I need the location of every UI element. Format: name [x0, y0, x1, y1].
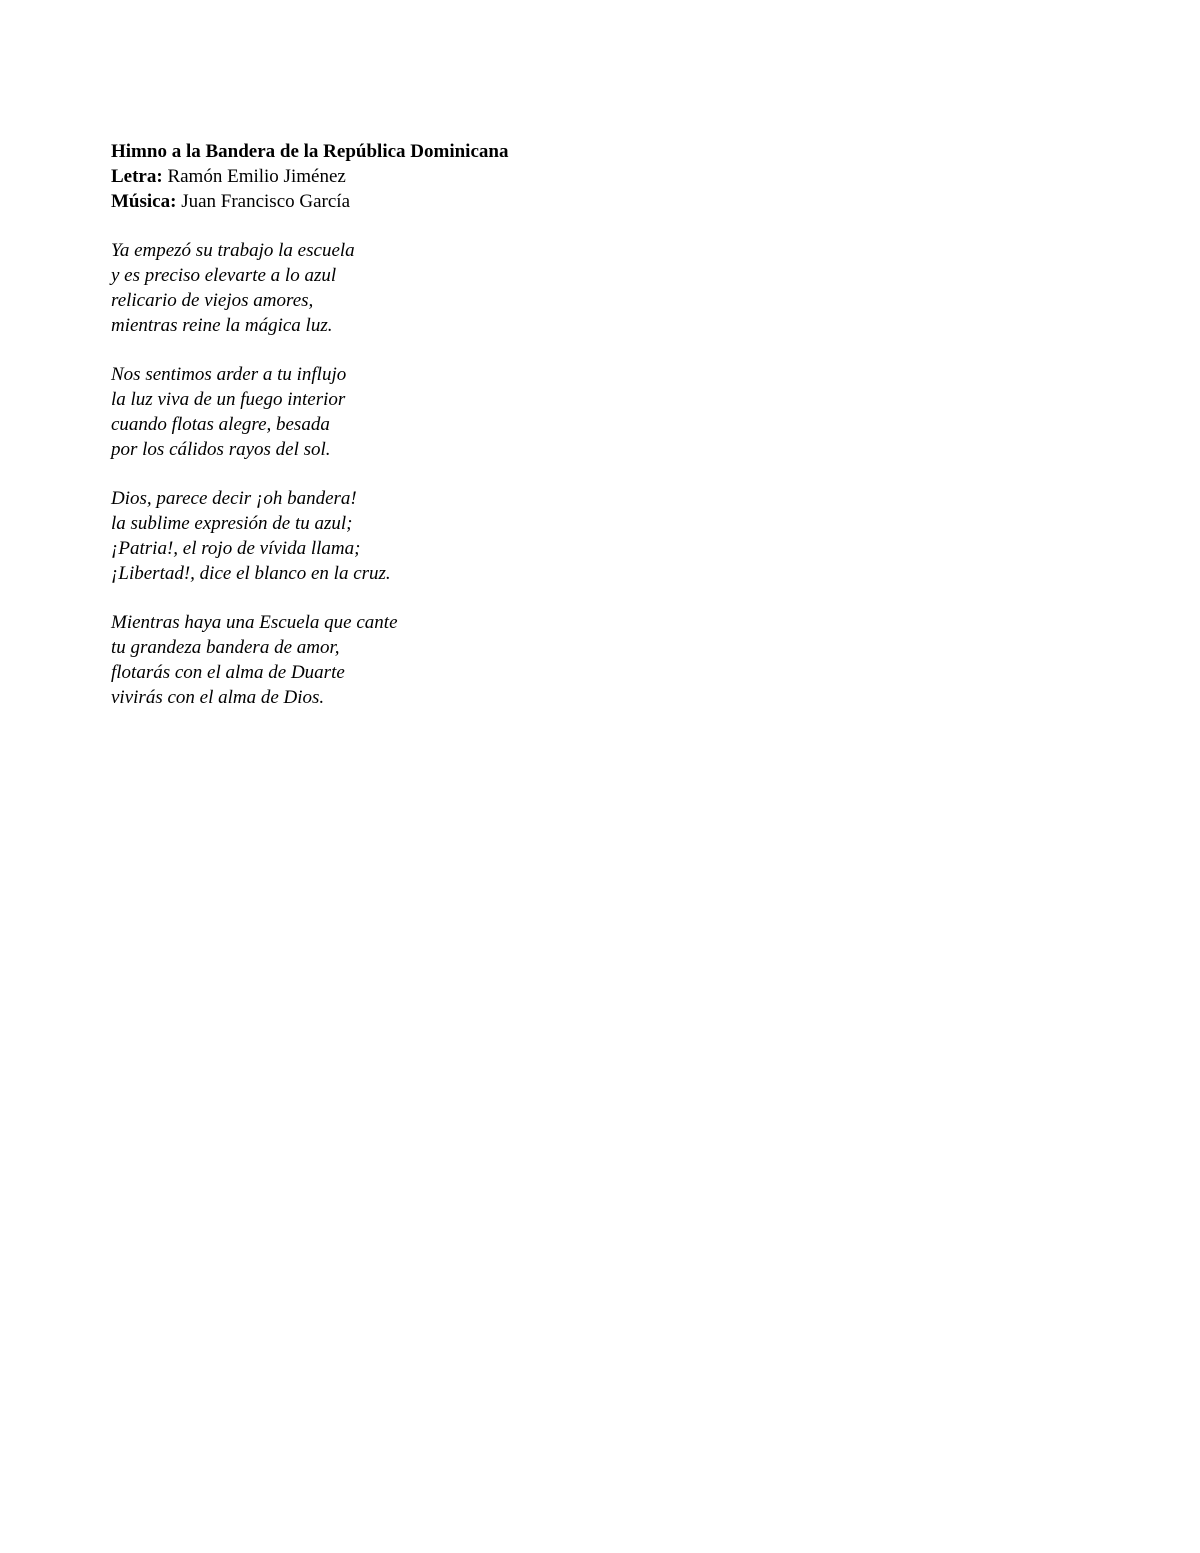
- verse-line: Mientras haya una Escuela que cante: [111, 612, 398, 634]
- verse-line: flotarás con el alma de Duarte: [111, 661, 345, 683]
- verse-line: vivirás con el alma de Dios.: [111, 686, 325, 708]
- lyrics-label: Letra:: [111, 165, 163, 187]
- music-author: Juan Francisco García: [181, 190, 351, 212]
- verse-line: por los cálidos rayos del sol.: [111, 438, 331, 460]
- verse-line: Ya empezó su trabajo la escuela: [111, 240, 355, 262]
- verse-line: la sublime expresión de tu azul;: [111, 512, 353, 534]
- verse-line: mientras reine la mágica luz.: [111, 314, 333, 336]
- document-page: [111, 140, 1011, 710]
- verse-line: ¡Libertad!, dice el blanco en la cruz.: [111, 562, 391, 584]
- verse-line: cuando flotas alegre, besada: [111, 413, 330, 435]
- verse-line: relicario de viejos amores,: [111, 289, 314, 311]
- verse-line: Dios, parece decir ¡oh bandera!: [111, 488, 357, 510]
- music-credit: [111, 190, 1011, 215]
- verse-line: la luz viva de un fuego interior: [111, 388, 346, 410]
- stanza-3: [111, 487, 1011, 586]
- stanza-1: [111, 239, 1011, 338]
- lyrics-author: Ramón Emilio Jiménez: [167, 165, 346, 187]
- document-title: Himno a la Bandera de la República Dominicana: [111, 141, 509, 162]
- stanza-2: [111, 363, 1011, 462]
- verse-line: tu grandeza bandera de amor,: [111, 636, 340, 658]
- stanza-4: [111, 611, 1011, 710]
- lyrics-credit: [111, 165, 1011, 190]
- verse-line: Nos sentimos arder a tu influjo: [111, 364, 347, 386]
- music-label: Música:: [111, 190, 177, 212]
- verse-line: y es preciso elevarte a lo azul: [111, 264, 337, 286]
- verse-line: ¡Patria!, el rojo de vívida llama;: [111, 537, 361, 559]
